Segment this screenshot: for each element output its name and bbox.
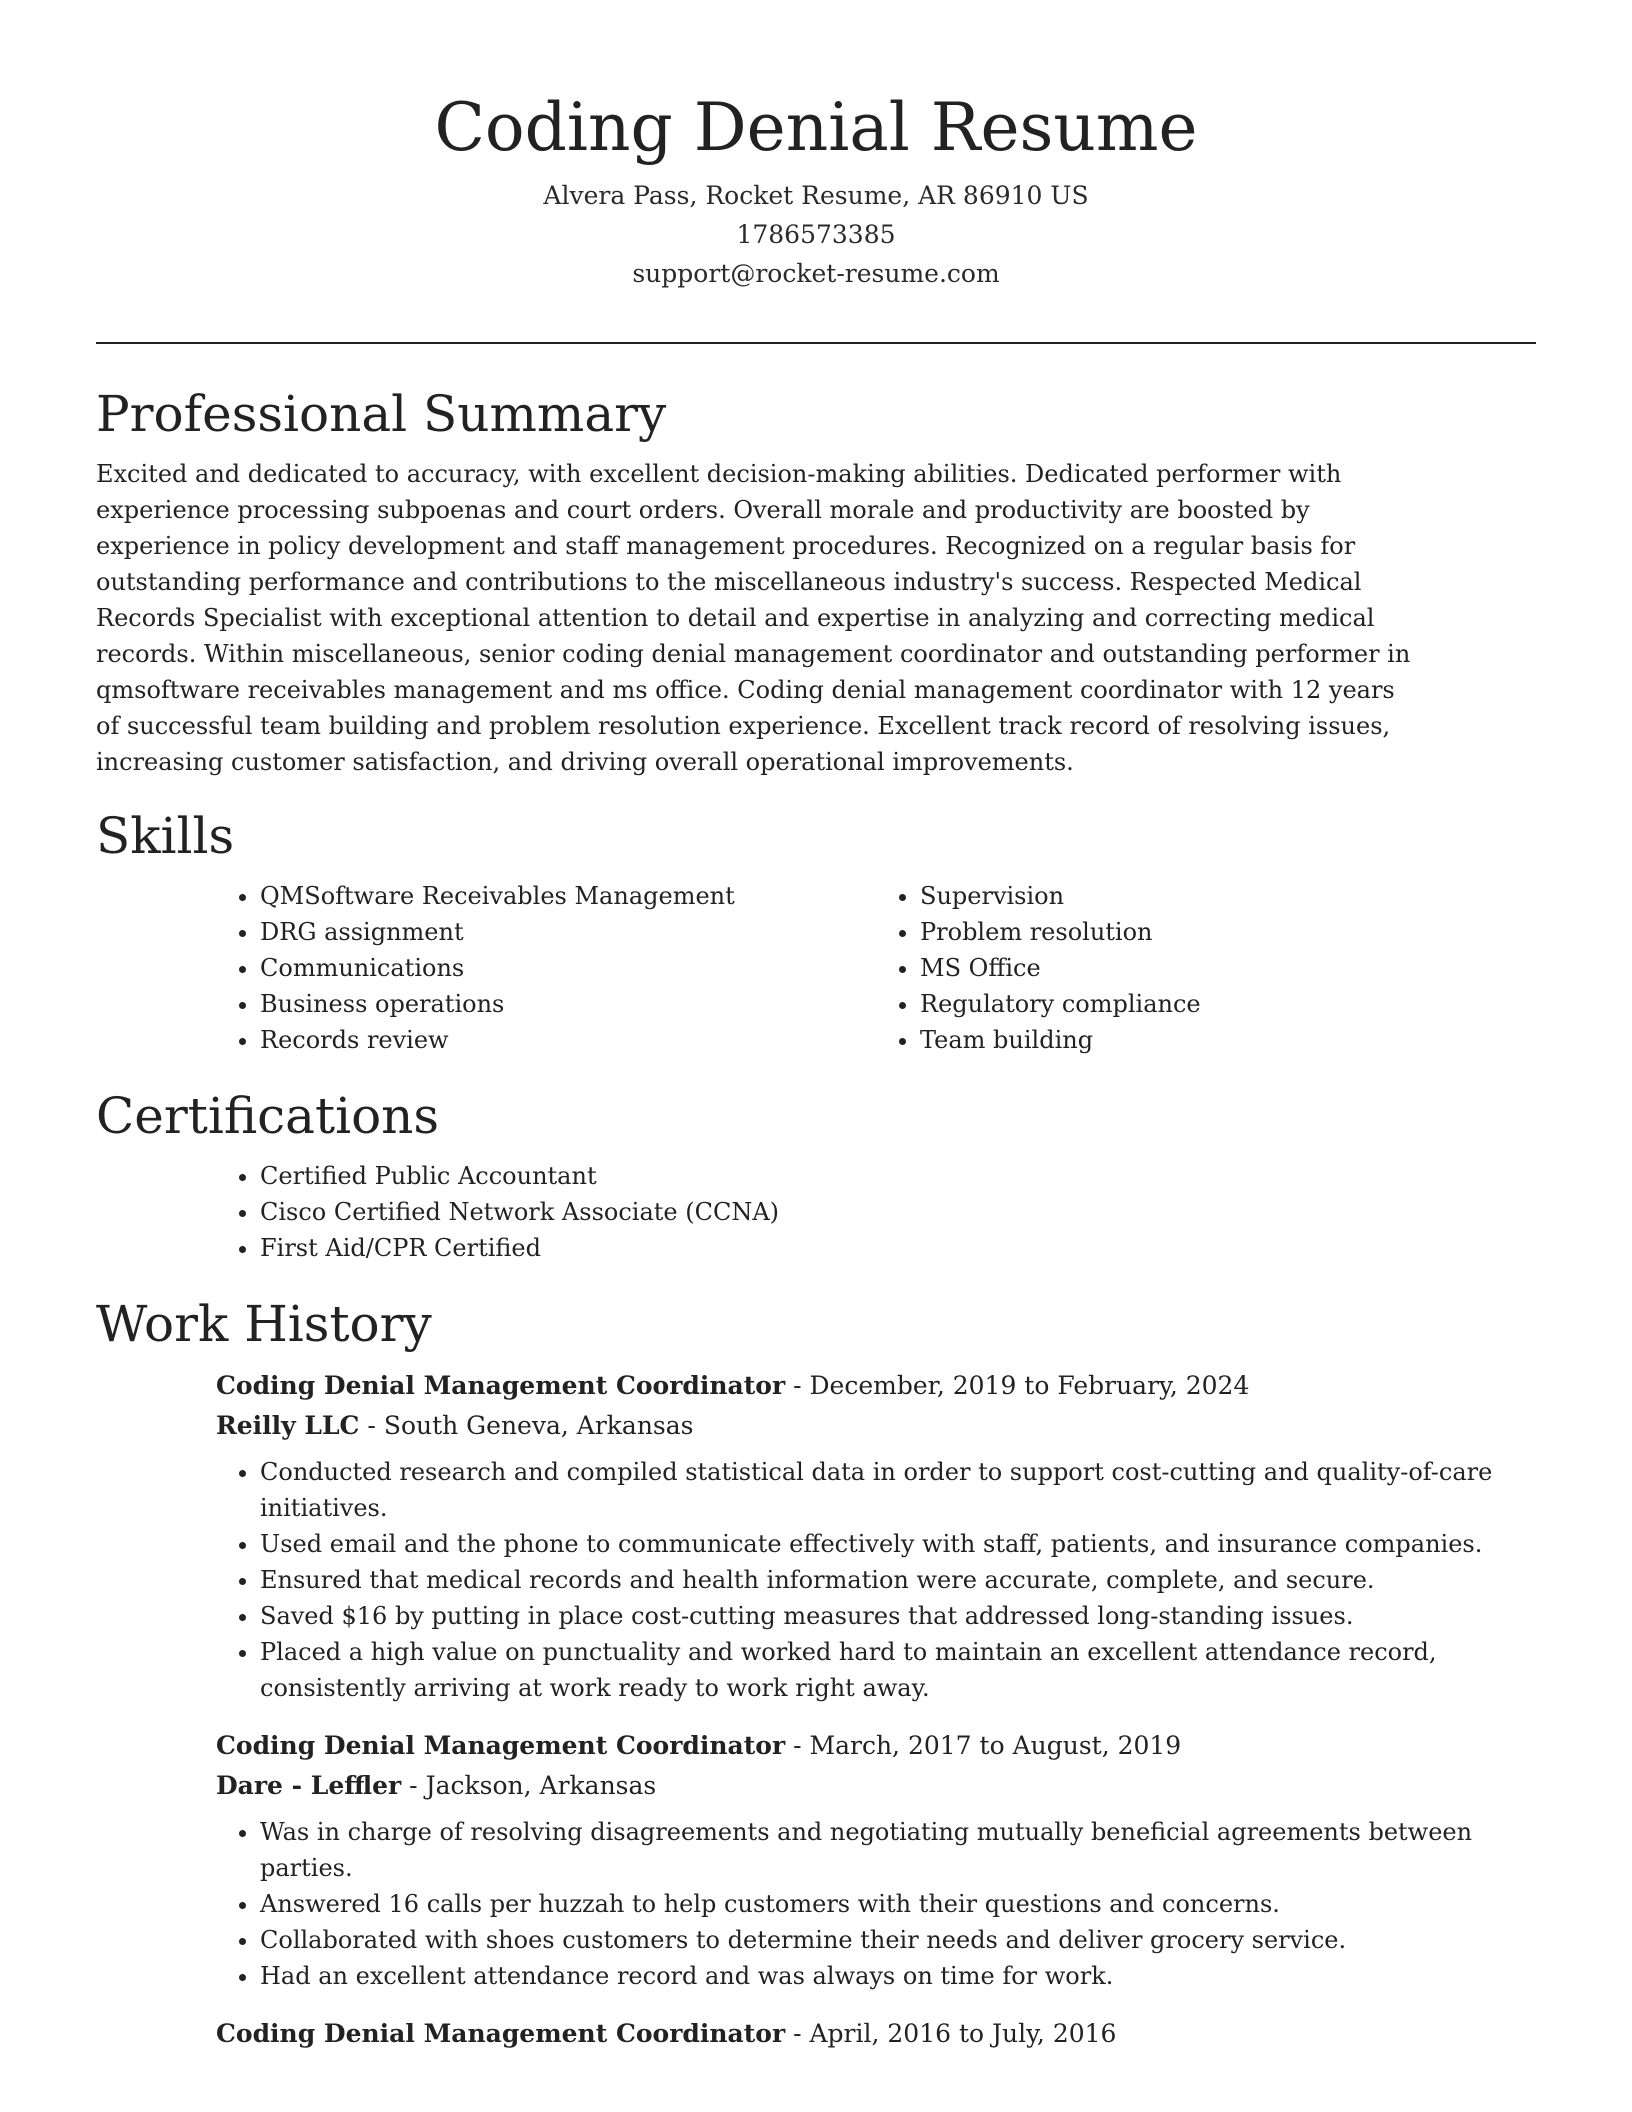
- job-entry: [216, 1726, 1536, 1994]
- job-title-line: Coding Denial Management Coordinator - March, 2017 to August, 2019: [216, 1731, 1182, 1760]
- job-location: Jackson, Arkansas: [425, 1771, 657, 1800]
- header-divider: [96, 342, 1536, 344]
- skills-list-right: [876, 878, 1536, 1058]
- resume-title: Coding Denial Resume: [434, 89, 1198, 166]
- job-bullet: • Had an excellent attendance record and was always on time for work.: [260, 1958, 1536, 1994]
- skill-item: • QMSoftware Receivables Management: [260, 878, 876, 914]
- job-title: Coding Denial Management Coordinator: [216, 1371, 786, 1400]
- job-title: Coding Denial Management Coordinator: [216, 1731, 786, 1760]
- job-bullet: • Used email and the phone to communicate effectively with staff, patients, and insurance companies.: [260, 1526, 1536, 1562]
- certification-item: • Certified Public Accountant: [260, 1158, 1536, 1194]
- skill-item: • Team building: [920, 1022, 1536, 1058]
- certification-item: • Cisco Certified Network Associate (CCNA): [260, 1194, 1536, 1230]
- skill-item: • Business operations: [260, 986, 876, 1022]
- skill-item: • Regulatory compliance: [920, 986, 1536, 1022]
- job-company: Reilly LLC: [216, 1411, 360, 1440]
- job-bullet: • Collaborated with shoes customers to determine their needs and deliver grocery service.: [260, 1922, 1536, 1958]
- skill-item: • Communications: [260, 950, 876, 986]
- summary-text: Excited and dedicated to accuracy, with excellent decision-making abilities. Dedicated performer with experience processing subpoenas and court orders. Overall morale and productivity are boosted by experience in policy development and staff management procedures. Recognized on a regular basis for outstanding performance and contributions to the miscellaneous industry's success. Respected Medical Records Specialist with exceptional attention to detail and expertise in analyzing and correcting medical records. Within miscellaneous, senior coding denial management coordinator and outstanding performer in qmsoftware receivables management and ms office. Coding denial management coordinator with 12 years of successful team building and problem resolution experience. Excellent track record of resolving issues, increasing customer satisfaction, and driving overall operational improvements.: [96, 460, 1411, 776]
- job-dates: April, 2016 to July, 2016: [809, 2019, 1117, 2048]
- job-location: South Geneva, Arkansas: [383, 1411, 694, 1440]
- contact-email: support@rocket-resume.com: [632, 259, 1000, 288]
- certifications-section: [96, 1080, 1536, 1266]
- job-company: Dare - Leffler: [216, 1771, 402, 1800]
- job-title: Coding Denial Management Coordinator: [216, 2019, 786, 2048]
- job-company-line: Dare - Leffler - Jackson, Arkansas: [216, 1771, 657, 1800]
- job-bullets: [216, 1454, 1536, 1706]
- job-entry: [216, 1366, 1536, 1706]
- contact-phone: 1786573385: [736, 220, 896, 249]
- skills-list-left: [216, 878, 876, 1058]
- work-history-section: [96, 1288, 1536, 2054]
- skill-item: • Problem resolution: [920, 914, 1536, 950]
- skills-section: [96, 800, 1536, 1058]
- job-bullets: [216, 1814, 1536, 1994]
- job-bullet: • Answered 16 calls per huzzah to help customers with their questions and concerns.: [260, 1886, 1536, 1922]
- job-bullet: • Was in charge of resolving disagreements and negotiating mutually beneficial agreements between parties.: [260, 1814, 1536, 1886]
- contact-address: Alvera Pass, Rocket Resume, AR 86910 US: [543, 181, 1089, 210]
- skill-item: • MS Office: [920, 950, 1536, 986]
- certifications-list: [216, 1158, 1536, 1266]
- job-bullet: • Ensured that medical records and health information were accurate, complete, and secure.: [260, 1562, 1536, 1598]
- job-title-line: Coding Denial Management Coordinator - December, 2019 to February, 2024: [216, 1371, 1250, 1400]
- job-bullet: • Saved $16 by putting in place cost-cutting measures that addressed long-standing issues.: [260, 1598, 1536, 1634]
- job-bullet: • Conducted research and compiled statistical data in order to support cost-cutting and quality-of-care initiatives.: [260, 1454, 1536, 1526]
- skills-heading: Skills: [96, 807, 235, 865]
- skill-item: • Supervision: [920, 878, 1536, 914]
- skill-item: • Records review: [260, 1022, 876, 1058]
- resume-header: [96, 80, 1536, 293]
- job-entry: [216, 2014, 1536, 2054]
- work-history-heading: Work History: [96, 1295, 432, 1353]
- summary-heading: Professional Summary: [96, 385, 667, 443]
- resume-body: [96, 378, 1536, 2074]
- job-dates: March, 2017 to August, 2019: [809, 1731, 1182, 1760]
- job-bullet: • Placed a high value on punctuality and worked hard to maintain an excellent attendance record, consistently arriving at work ready to work right away.: [260, 1634, 1536, 1706]
- job-title-line: Coding Denial Management Coordinator - April, 2016 to July, 2016: [216, 2019, 1117, 2048]
- skill-item: • DRG assignment: [260, 914, 876, 950]
- job-company-line: Reilly LLC - South Geneva, Arkansas: [216, 1411, 694, 1440]
- summary-section: [96, 378, 1536, 780]
- skills-grid: [216, 878, 1536, 1058]
- certifications-heading: Certifications: [96, 1087, 440, 1145]
- job-dates: December, 2019 to February, 2024: [809, 1371, 1250, 1400]
- certification-item: • First Aid/CPR Certified: [260, 1230, 1536, 1266]
